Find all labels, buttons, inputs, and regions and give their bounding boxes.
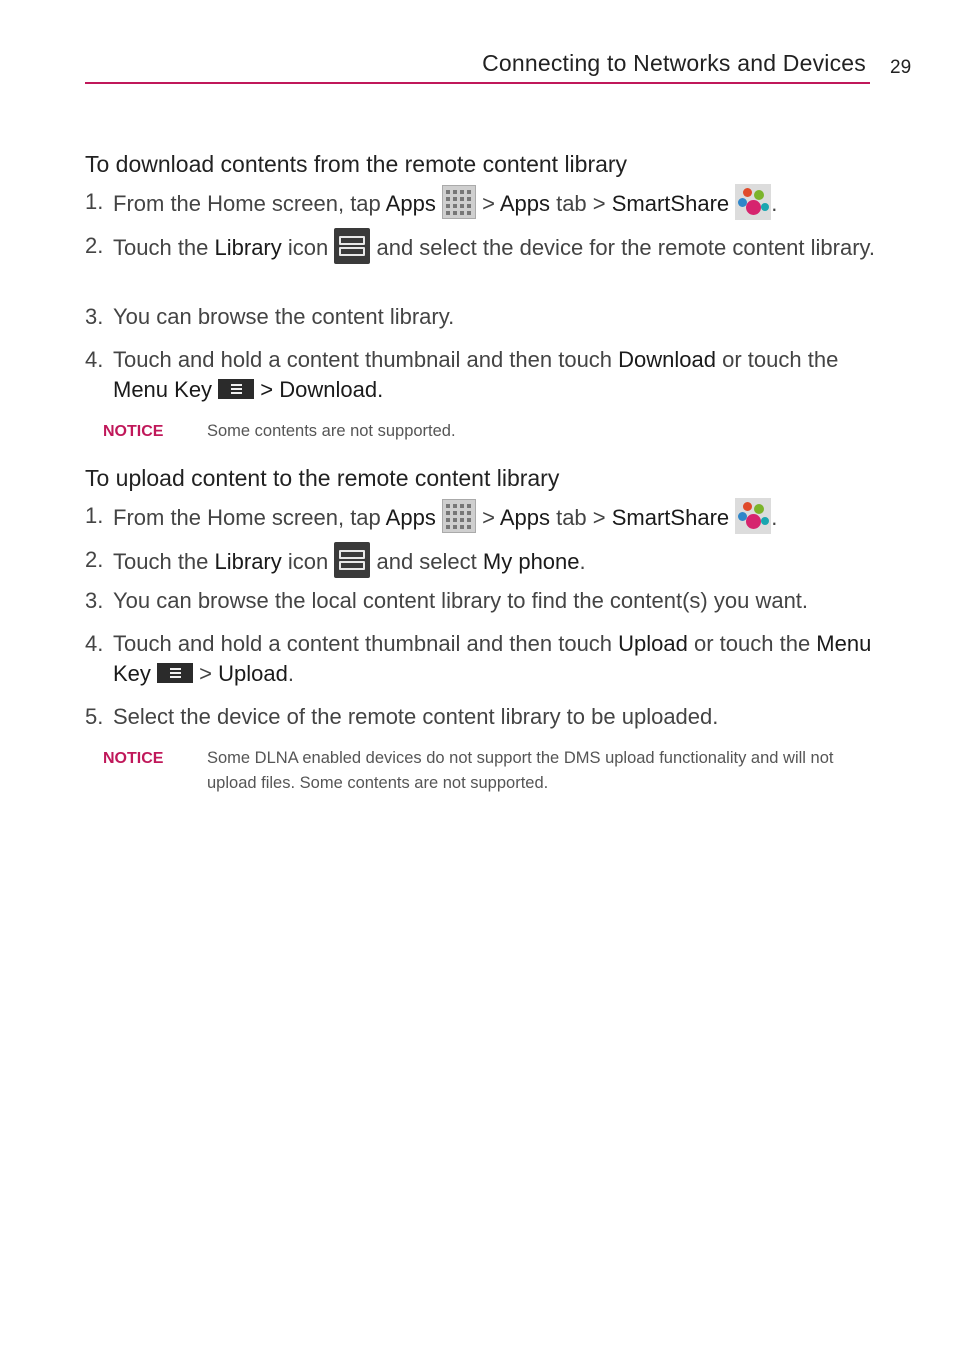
smartshare-icon (735, 184, 771, 220)
page-number: 29 (890, 57, 912, 78)
upload-notice (103, 746, 863, 796)
upload-step-2: 2. Touch the Library icon and select My phone. (85, 545, 885, 581)
notice-text: Some contents are not supported. (207, 422, 456, 440)
upload-step-4: 4. Touch and hold a content thumbnail and then touch Upload or touch the Menu Key > Upload. (85, 631, 872, 686)
library-icon (334, 542, 370, 578)
download-step-4: 4. Touch and hold a content thumbnail and then touch Download or touch the Menu Key > Download. (85, 347, 839, 402)
upload-step-3: 3. You can browse the local content library to find the content(s) you want. (85, 588, 809, 613)
upload-section-heading: To upload content to the remote content library (85, 465, 560, 491)
upload-step-5: 5. Select the device of the remote content library to be uploaded. (85, 704, 719, 729)
apps-grid-icon (442, 499, 476, 533)
menu-key-icon (218, 379, 254, 399)
download-section-heading: To download contents from the remote content library (85, 151, 628, 177)
menu-key-icon (157, 663, 193, 683)
notice-label: NOTICE (103, 750, 164, 767)
upload-step-1: 1. From the Home screen, tap Apps > Apps tab > SmartShare . (85, 501, 885, 537)
apps-grid-icon (442, 185, 476, 219)
download-step-2: 2. Touch the Library icon and select the device for the remote content library. (85, 231, 885, 267)
notice-text: Some DLNA enabled devices do not support the DMS upload functionality and will not upload files. Some contents are not supported. (207, 749, 834, 792)
smartshare-icon (735, 498, 771, 534)
download-step-1: 1. From the Home screen, tap Apps > Apps tab > SmartShare . (85, 187, 885, 223)
notice-label: NOTICE (103, 423, 164, 440)
page-header (85, 48, 870, 84)
download-step-3: 3. You can browse the content library. (85, 304, 455, 329)
chapter-title: Connecting to Networks and Devices (482, 50, 866, 76)
download-notice (103, 419, 863, 444)
library-icon (334, 228, 370, 264)
